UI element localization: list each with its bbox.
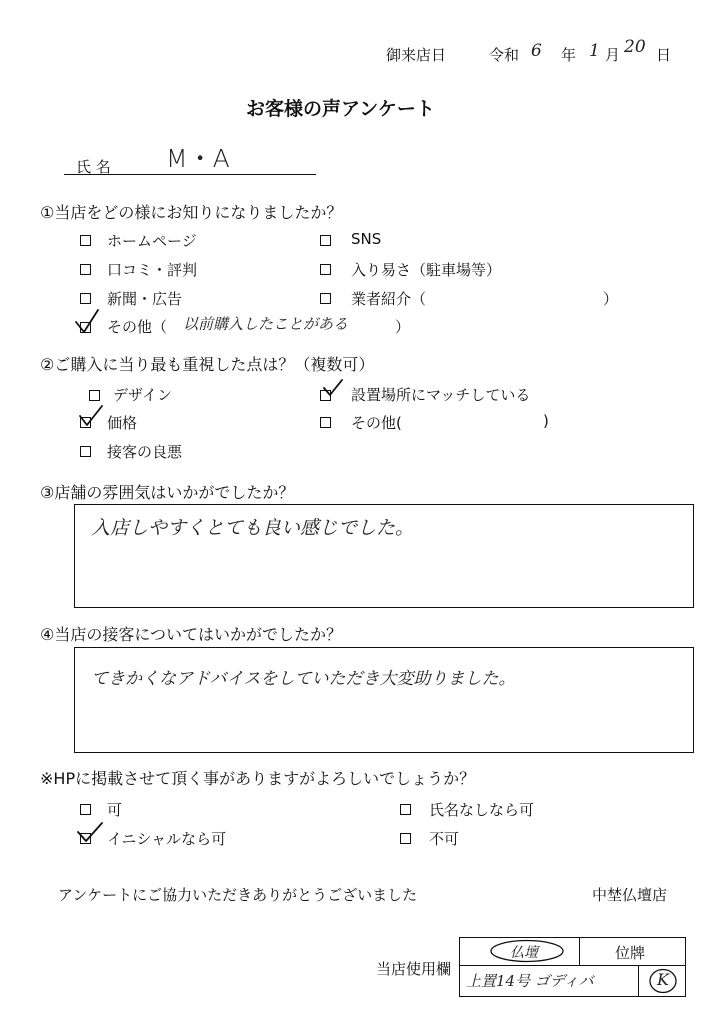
hp-option-ok: 可 — [107, 801, 123, 819]
table-col-divider-bottom — [638, 965, 639, 996]
q1-checkbox-easy-entry[interactable] — [320, 264, 331, 275]
office-col-butsudan: 仏壇 — [510, 945, 538, 961]
hp-checkbox-no[interactable] — [400, 833, 411, 844]
staff-stamp: K — [657, 970, 669, 989]
q1-referral-close-paren: ） — [603, 290, 619, 308]
q1-checkbox-referral[interactable] — [320, 293, 331, 304]
q1-option-sns: SNS — [351, 230, 382, 248]
table-col-divider-top — [579, 938, 580, 966]
visit-date-label: 御来店日 — [386, 46, 447, 64]
q1-other-close-paren: ） — [395, 318, 411, 336]
q2-other-close-paren: ) — [543, 412, 549, 430]
table-row-divider — [460, 965, 685, 966]
q1-other-handwritten[interactable]: 以前購入したことがある — [183, 315, 349, 333]
day-label: 日 — [656, 46, 672, 64]
page-title: お客様の声アンケート — [246, 98, 435, 120]
office-col-ihai: 位牌 — [615, 944, 646, 962]
q1-option-other: その他（ — [107, 318, 168, 336]
q1-checkbox-wordofmouth[interactable] — [80, 264, 91, 275]
office-note[interactable]: 上置14号 ゴディバ — [466, 972, 594, 990]
q1-option-newspaper: 新聞・広告 — [107, 290, 183, 308]
q1-other-checkmark-icon — [74, 308, 100, 336]
year-value: 6 — [531, 41, 542, 61]
hp-option-no: 不可 — [429, 830, 460, 848]
q1-question: ①当店をどの様にお知りになりましたか？ — [40, 203, 343, 222]
hp-checkbox-ok[interactable] — [80, 804, 91, 815]
day-value: 20 — [624, 37, 646, 57]
month-label: 月 — [605, 46, 621, 64]
q2-option-other: その他( — [351, 414, 402, 432]
hp-checkbox-without-name[interactable] — [400, 804, 411, 815]
q3-question: ③店舗の雰囲気はいかがでしたか？ — [40, 483, 295, 502]
hp-question: ※HPに掲載させて頂く事がありますがよろしいでしょうか？ — [40, 769, 476, 788]
month-value: 1 — [589, 41, 600, 61]
q2-option-service: 接客の良悪 — [107, 443, 183, 461]
q2-question: ②ご購入に当り最も重視した点は？（複数可） — [40, 355, 375, 374]
office-use-table — [459, 937, 686, 997]
q1-option-referral: 業者紹介（ — [351, 290, 427, 308]
office-use-label: 当店使用欄 — [376, 960, 452, 978]
q1-checkbox-homepage[interactable] — [80, 235, 91, 246]
name-underline — [64, 174, 316, 175]
hp-initials-checkmark-icon — [76, 820, 104, 844]
q2-checkbox-other[interactable] — [320, 417, 331, 428]
hp-option-initials: イニシャルなら可 — [107, 830, 227, 848]
q4-question: ④当店の接客についてはいかがでしたか？ — [40, 625, 343, 644]
q2-price-checkmark-icon — [78, 402, 104, 428]
footer-thanks: アンケートにご協力いただきありがとうございました — [58, 886, 418, 904]
year-label: 年 — [561, 46, 577, 64]
q2-option-matches-location: 設置場所にマッチしている — [351, 386, 531, 404]
q2-option-price: 価格 — [107, 414, 138, 432]
q1-option-wordofmouth: 口コミ・評判 — [107, 261, 198, 279]
name-value[interactable]: M・A — [166, 144, 230, 173]
q1-checkbox-newspaper[interactable] — [80, 293, 91, 304]
q2-checkbox-design[interactable] — [89, 390, 100, 401]
q1-checkbox-sns[interactable] — [320, 235, 331, 246]
q1-option-homepage: ホームページ — [107, 232, 197, 250]
q4-answer-box[interactable] — [74, 647, 694, 753]
q2-checkbox-service[interactable] — [80, 446, 91, 457]
q3-answer-box[interactable] — [74, 504, 694, 608]
q2-location-checkmark-icon — [322, 378, 344, 398]
q1-option-easy-entry: 入り易さ（駐車場等） — [351, 261, 502, 279]
q4-answer-text: てきかくなアドバイスをしていただき大変助りました。 — [91, 669, 516, 689]
q2-option-design: デザイン — [113, 386, 172, 404]
hp-option-without-name: 氏名なしなら可 — [429, 801, 535, 819]
era-label: 令和 — [489, 46, 520, 64]
q3-answer-text: 入店しやすくとても良い感じでした。 — [91, 517, 415, 539]
name-label: 氏 名 — [76, 158, 111, 176]
footer-store-name: 中埜仏壇店 — [592, 886, 668, 904]
